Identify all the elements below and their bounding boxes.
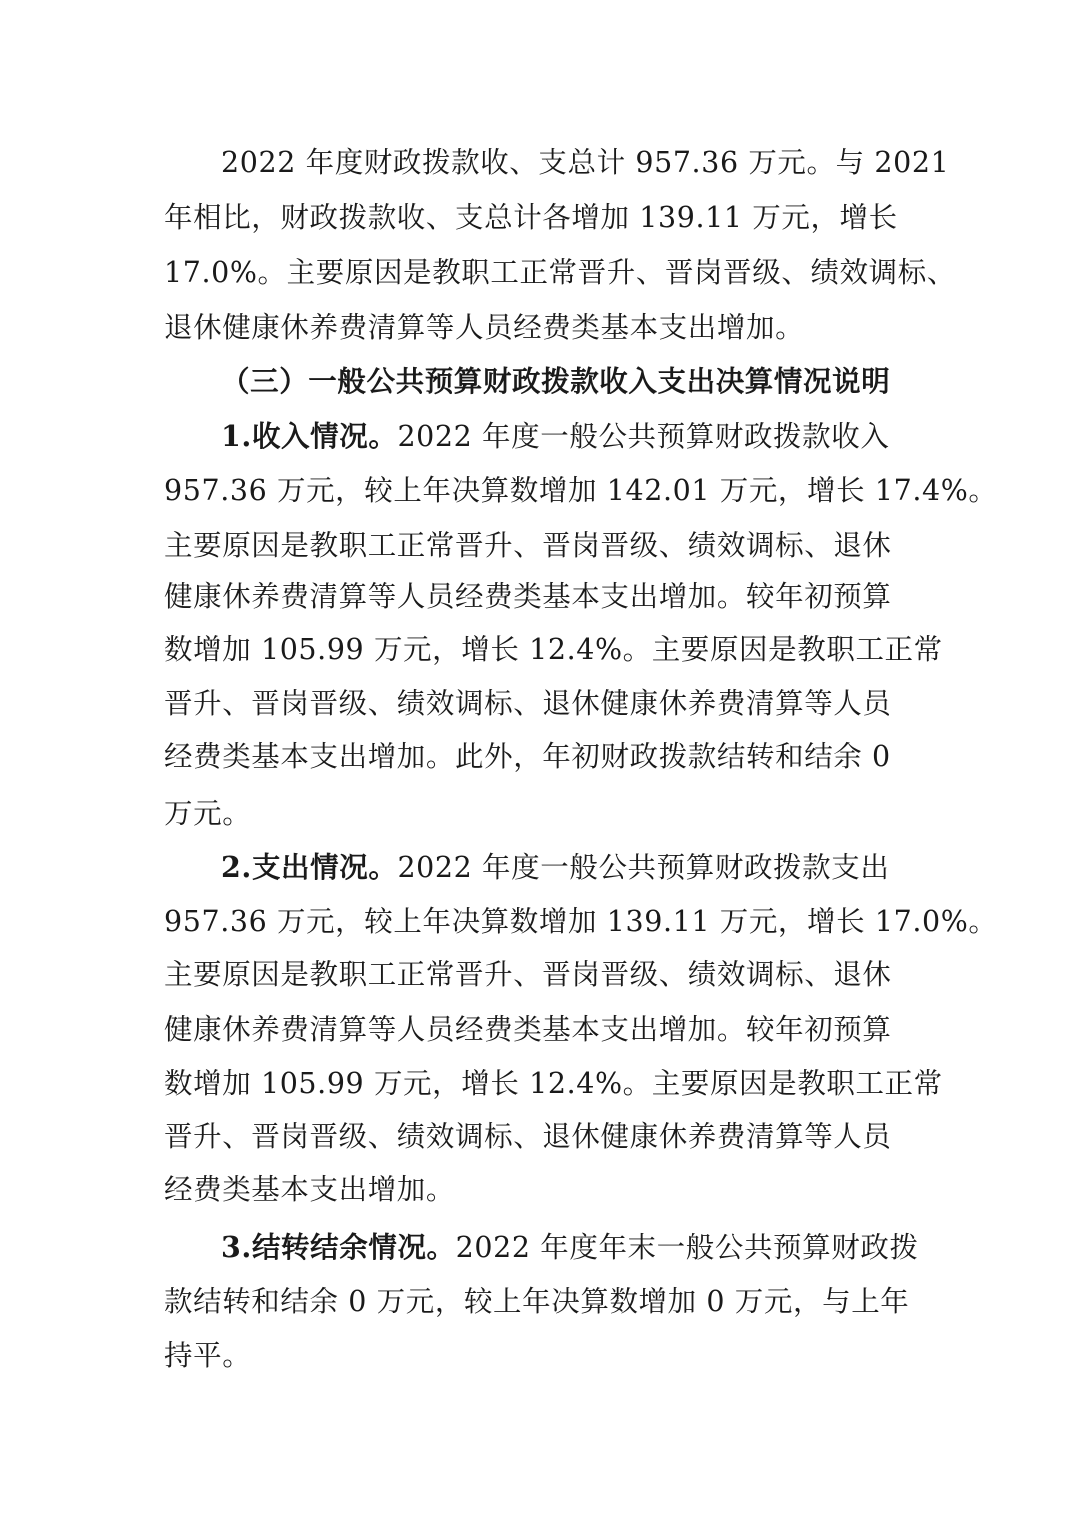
income-first-line-text: 2022 年度一般公共预算财政拨款收入	[397, 420, 890, 453]
section-heading: （三）一般公共预算财政拨款收入支出决算情况说明	[221, 364, 891, 398]
paragraph-line: 主要原因是教职工正常晋升、晋岗晋级、绩效调标、退休	[164, 958, 892, 991]
carryover-first-line-text: 2022 年度年末一般公共预算财政拨	[455, 1231, 919, 1264]
paragraph-line: 957.36 万元，较上年决算数增加 142.01 万元，增长 17.4%。	[164, 474, 998, 507]
paragraph-line: 数增加 105.99 万元，增长 12.4%。主要原因是教职工正常	[164, 1067, 943, 1100]
paragraph-line: 持平。	[164, 1339, 252, 1372]
paragraph-line: 957.36 万元，较上年决算数增加 139.11 万元，增长 17.0%。	[164, 905, 998, 938]
paragraph-line: 年相比，财政拨款收、支总计各增加 139.11 万元，增长	[164, 201, 898, 234]
carryover-first-line	[0, 1220, 1074, 1274]
paragraph-line: 晋升、晋岗晋级、绩效调标、退休健康休养费清算等人员	[164, 1120, 892, 1153]
paragraph-line: 退休健康休养费清算等人员经费类基本支出增加。	[164, 311, 805, 344]
expense-first-line-text: 2022 年度一般公共预算财政拨款支出	[397, 851, 890, 884]
paragraph-line: 数增加 105.99 万元，增长 12.4%。主要原因是教职工正常	[164, 633, 943, 666]
carryover-lead: 3.结转结余情况。	[221, 1230, 456, 1264]
paragraph-line: 款结转和结余 0 万元，较上年决算数增加 0 万元，与上年	[164, 1285, 910, 1318]
paragraph-line: 17.0%。主要原因是教职工正常晋升、晋岗晋级、绩效调标、	[164, 256, 956, 289]
paragraph-line: 经费类基本支出增加。	[164, 1173, 456, 1206]
paragraph-line: 健康休养费清算等人员经费类基本支出增加。较年初预算	[164, 1013, 892, 1046]
paragraph-line: 健康休养费清算等人员经费类基本支出增加。较年初预算	[164, 580, 892, 613]
income-first-line	[0, 409, 1074, 463]
income-lead: 1.收入情况。	[221, 419, 398, 453]
expense-first-line	[0, 840, 1074, 894]
paragraph-line: 主要原因是教职工正常晋升、晋岗晋级、绩效调标、退休	[164, 529, 892, 562]
paragraph-line: 晋升、晋岗晋级、绩效调标、退休健康休养费清算等人员	[164, 687, 892, 720]
paragraph-line: 经费类基本支出增加。此外，年初财政拨款结转和结余 0	[164, 740, 891, 773]
paragraph-line: 万元。	[164, 797, 252, 830]
paragraph-line: 2022 年度财政拨款收、支总计 957.36 万元。与 2021	[221, 146, 950, 179]
expense-lead: 2.支出情况。	[221, 850, 398, 884]
